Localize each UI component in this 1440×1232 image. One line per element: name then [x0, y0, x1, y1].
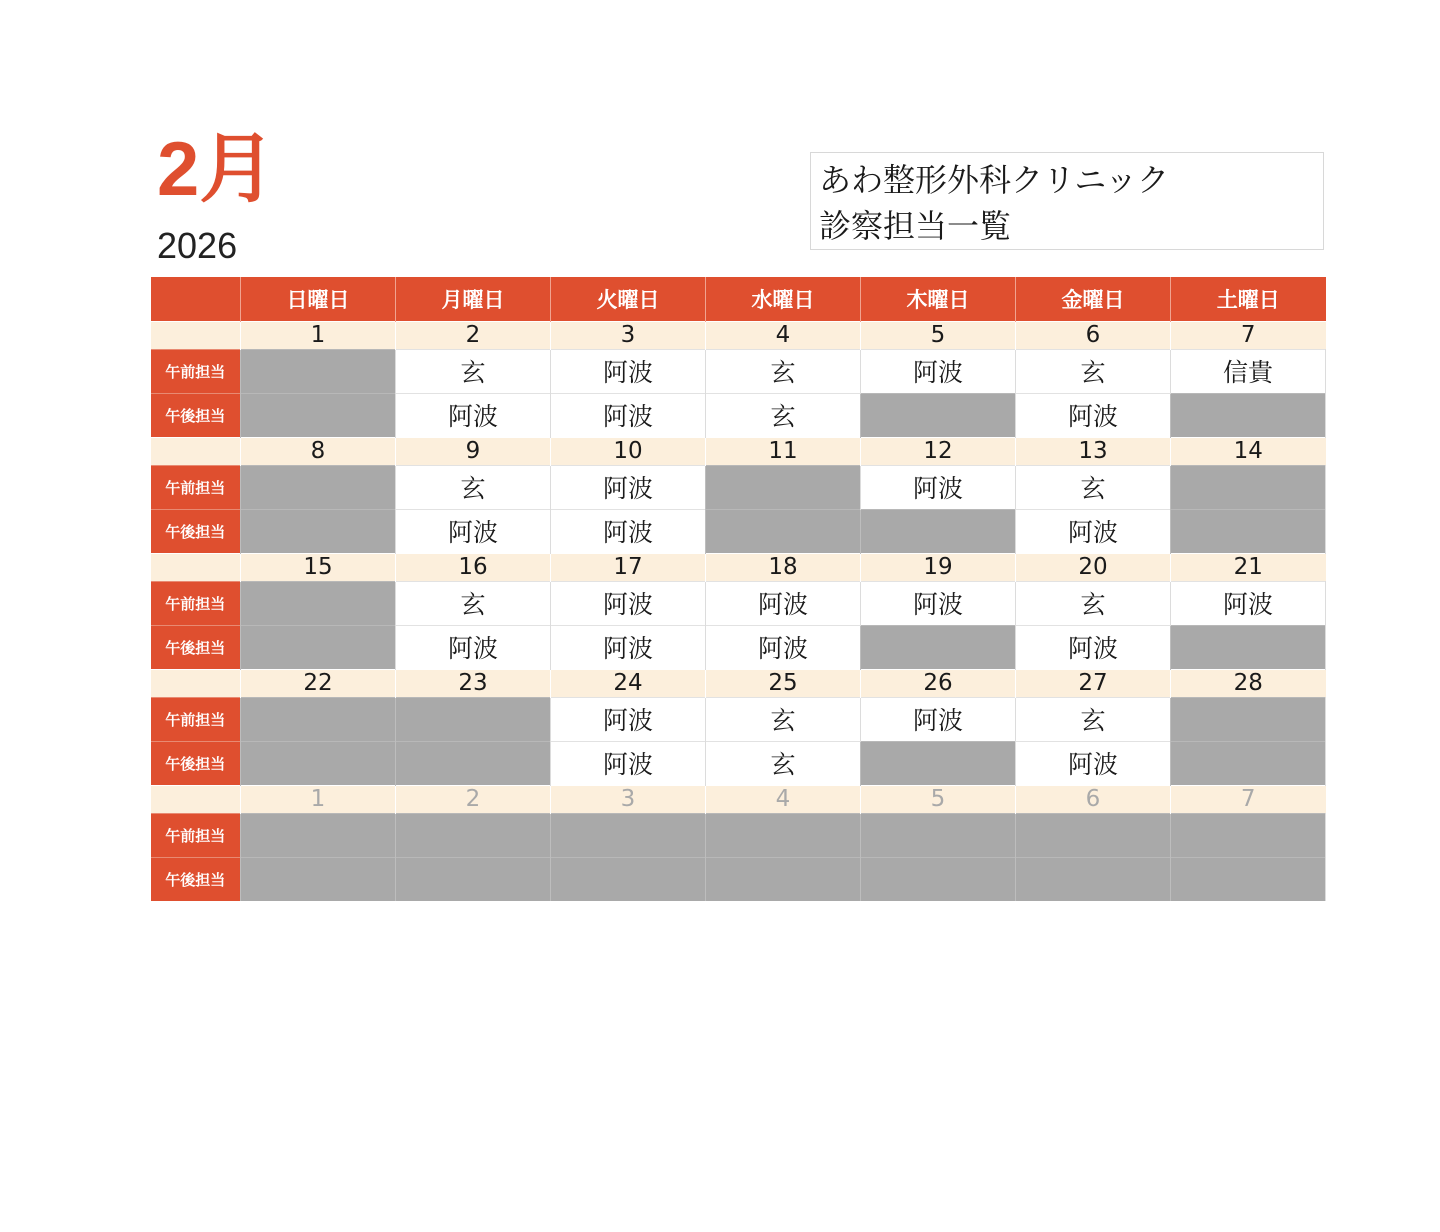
weekday-tuesday: 火曜日 [551, 277, 706, 321]
next-month-date-cell: 6 [1016, 785, 1171, 813]
next-month-date-cell: 3 [551, 785, 706, 813]
closed-cell [241, 581, 396, 625]
closed-cell [706, 857, 861, 901]
doctor-cell: 阿波 [861, 581, 1016, 625]
closed-cell [1171, 509, 1326, 553]
schedule-title: 診察担当一覧 [819, 207, 1012, 245]
closed-cell [396, 741, 551, 785]
next-month-date-cell: 4 [706, 785, 861, 813]
morning-shift-row [151, 697, 1326, 741]
closed-cell [1171, 465, 1326, 509]
date-cell: 20 [1016, 553, 1171, 581]
doctor-cell: 阿波 [551, 741, 706, 785]
date-cell: 14 [1171, 437, 1326, 465]
closed-cell [551, 857, 706, 901]
date-row-label [151, 437, 241, 465]
weekday-thursday: 木曜日 [861, 277, 1016, 321]
closed-cell [551, 813, 706, 857]
doctor-cell: 玄 [1016, 697, 1171, 741]
doctor-cell: 玄 [1016, 581, 1171, 625]
date-row-label [151, 785, 241, 813]
doctor-cell: 阿波 [1016, 625, 1171, 669]
doctor-cell: 玄 [706, 349, 861, 393]
closed-cell [241, 465, 396, 509]
closed-cell [1171, 697, 1326, 741]
date-row [151, 669, 1326, 697]
doctor-cell: 阿波 [706, 581, 861, 625]
doctor-cell: 玄 [396, 349, 551, 393]
doctor-cell: 阿波 [551, 393, 706, 437]
date-cell: 8 [241, 437, 396, 465]
clinic-name: あわ整形外科クリニック [819, 161, 1170, 199]
doctor-cell: 阿波 [551, 349, 706, 393]
date-row-label [151, 553, 241, 581]
date-cell: 16 [396, 553, 551, 581]
closed-cell [241, 349, 396, 393]
closed-cell [241, 741, 396, 785]
closed-cell [861, 813, 1016, 857]
closed-cell [706, 813, 861, 857]
doctor-cell: 玄 [396, 465, 551, 509]
doctor-cell: 阿波 [861, 465, 1016, 509]
date-cell: 6 [1016, 321, 1171, 349]
date-row [151, 437, 1326, 465]
weekday-sunday: 日曜日 [241, 277, 396, 321]
doctor-cell: 阿波 [1171, 581, 1326, 625]
date-row-label [151, 321, 241, 349]
morning-shift-row [151, 581, 1326, 625]
date-cell: 25 [706, 669, 861, 697]
morning-shift-label: 午前担当 [151, 349, 241, 393]
morning-shift-row [151, 465, 1326, 509]
next-month-date-cell: 7 [1171, 785, 1326, 813]
doctor-cell: 阿波 [396, 625, 551, 669]
closed-cell [706, 509, 861, 553]
closed-cell [861, 393, 1016, 437]
clinic-title-box [810, 152, 1324, 250]
date-cell: 7 [1171, 321, 1326, 349]
date-cell: 12 [861, 437, 1016, 465]
date-row-label [151, 669, 241, 697]
date-cell: 24 [551, 669, 706, 697]
afternoon-shift-row [151, 857, 1326, 901]
doctor-cell: 玄 [1016, 349, 1171, 393]
closed-cell [861, 625, 1016, 669]
date-cell: 2 [396, 321, 551, 349]
morning-shift-label: 午前担当 [151, 581, 241, 625]
date-cell: 23 [396, 669, 551, 697]
month-title: 2月 [157, 127, 276, 212]
date-cell: 3 [551, 321, 706, 349]
next-month-date-cell: 5 [861, 785, 1016, 813]
schedule-calendar [150, 277, 1326, 901]
afternoon-shift-label: 午後担当 [151, 857, 241, 901]
afternoon-shift-label: 午後担当 [151, 625, 241, 669]
doctor-cell: 信貴 [1171, 349, 1326, 393]
next-month-date-cell: 2 [396, 785, 551, 813]
doctor-cell: 阿波 [551, 465, 706, 509]
date-cell: 17 [551, 553, 706, 581]
date-cell: 9 [396, 437, 551, 465]
closed-cell [241, 813, 396, 857]
date-cell: 27 [1016, 669, 1171, 697]
doctor-cell: 阿波 [861, 697, 1016, 741]
date-cell: 10 [551, 437, 706, 465]
closed-cell [1016, 857, 1171, 901]
doctor-cell: 阿波 [551, 509, 706, 553]
closed-cell [1171, 393, 1326, 437]
doctor-cell: 阿波 [1016, 393, 1171, 437]
closed-cell [1171, 857, 1326, 901]
doctor-cell: 阿波 [1016, 741, 1171, 785]
weekday-monday: 月曜日 [396, 277, 551, 321]
closed-cell [1171, 813, 1326, 857]
date-cell: 26 [861, 669, 1016, 697]
morning-shift-row [151, 813, 1326, 857]
closed-cell [1171, 741, 1326, 785]
closed-cell [241, 857, 396, 901]
afternoon-shift-label: 午後担当 [151, 741, 241, 785]
date-cell: 4 [706, 321, 861, 349]
morning-shift-row [151, 349, 1326, 393]
closed-cell [861, 741, 1016, 785]
doctor-cell: 阿波 [1016, 509, 1171, 553]
morning-shift-label: 午前担当 [151, 465, 241, 509]
date-cell: 18 [706, 553, 861, 581]
closed-cell [396, 697, 551, 741]
next-month-date-cell: 1 [241, 785, 396, 813]
morning-shift-label: 午前担当 [151, 813, 241, 857]
weekday-wednesday: 水曜日 [706, 277, 861, 321]
closed-cell [706, 465, 861, 509]
doctor-cell: 阿波 [551, 625, 706, 669]
afternoon-shift-row [151, 509, 1326, 553]
doctor-cell: 玄 [706, 697, 861, 741]
afternoon-shift-row [151, 625, 1326, 669]
closed-cell [241, 509, 396, 553]
date-row [151, 553, 1326, 581]
date-cell: 13 [1016, 437, 1171, 465]
doctor-cell: 玄 [706, 393, 861, 437]
date-cell: 21 [1171, 553, 1326, 581]
date-cell: 28 [1171, 669, 1326, 697]
closed-cell [861, 509, 1016, 553]
doctor-cell: 阿波 [396, 509, 551, 553]
doctor-cell: 阿波 [706, 625, 861, 669]
morning-shift-label: 午前担当 [151, 697, 241, 741]
doctor-cell: 阿波 [551, 697, 706, 741]
doctor-cell: 阿波 [861, 349, 1016, 393]
closed-cell [861, 857, 1016, 901]
weekday-saturday: 土曜日 [1171, 277, 1326, 321]
afternoon-shift-row [151, 741, 1326, 785]
closed-cell [1016, 813, 1171, 857]
date-cell: 11 [706, 437, 861, 465]
afternoon-shift-label: 午後担当 [151, 509, 241, 553]
closed-cell [241, 697, 396, 741]
doctor-cell: 玄 [706, 741, 861, 785]
doctor-cell: 玄 [396, 581, 551, 625]
year-label: 2026 [157, 225, 238, 266]
afternoon-shift-row [151, 393, 1326, 437]
weekday-friday: 金曜日 [1016, 277, 1171, 321]
calendar-body [151, 321, 1326, 901]
closed-cell [396, 813, 551, 857]
afternoon-shift-label: 午後担当 [151, 393, 241, 437]
closed-cell [241, 393, 396, 437]
header-corner [151, 277, 241, 321]
date-cell: 19 [861, 553, 1016, 581]
closed-cell [396, 857, 551, 901]
date-cell: 15 [241, 553, 396, 581]
date-cell: 22 [241, 669, 396, 697]
doctor-cell: 阿波 [551, 581, 706, 625]
date-cell: 5 [861, 321, 1016, 349]
date-row [151, 321, 1326, 349]
closed-cell [241, 625, 396, 669]
doctor-cell: 玄 [1016, 465, 1171, 509]
weekday-header-row [151, 277, 1326, 321]
date-cell: 1 [241, 321, 396, 349]
doctor-cell: 阿波 [396, 393, 551, 437]
date-row [151, 785, 1326, 813]
closed-cell [1171, 625, 1326, 669]
